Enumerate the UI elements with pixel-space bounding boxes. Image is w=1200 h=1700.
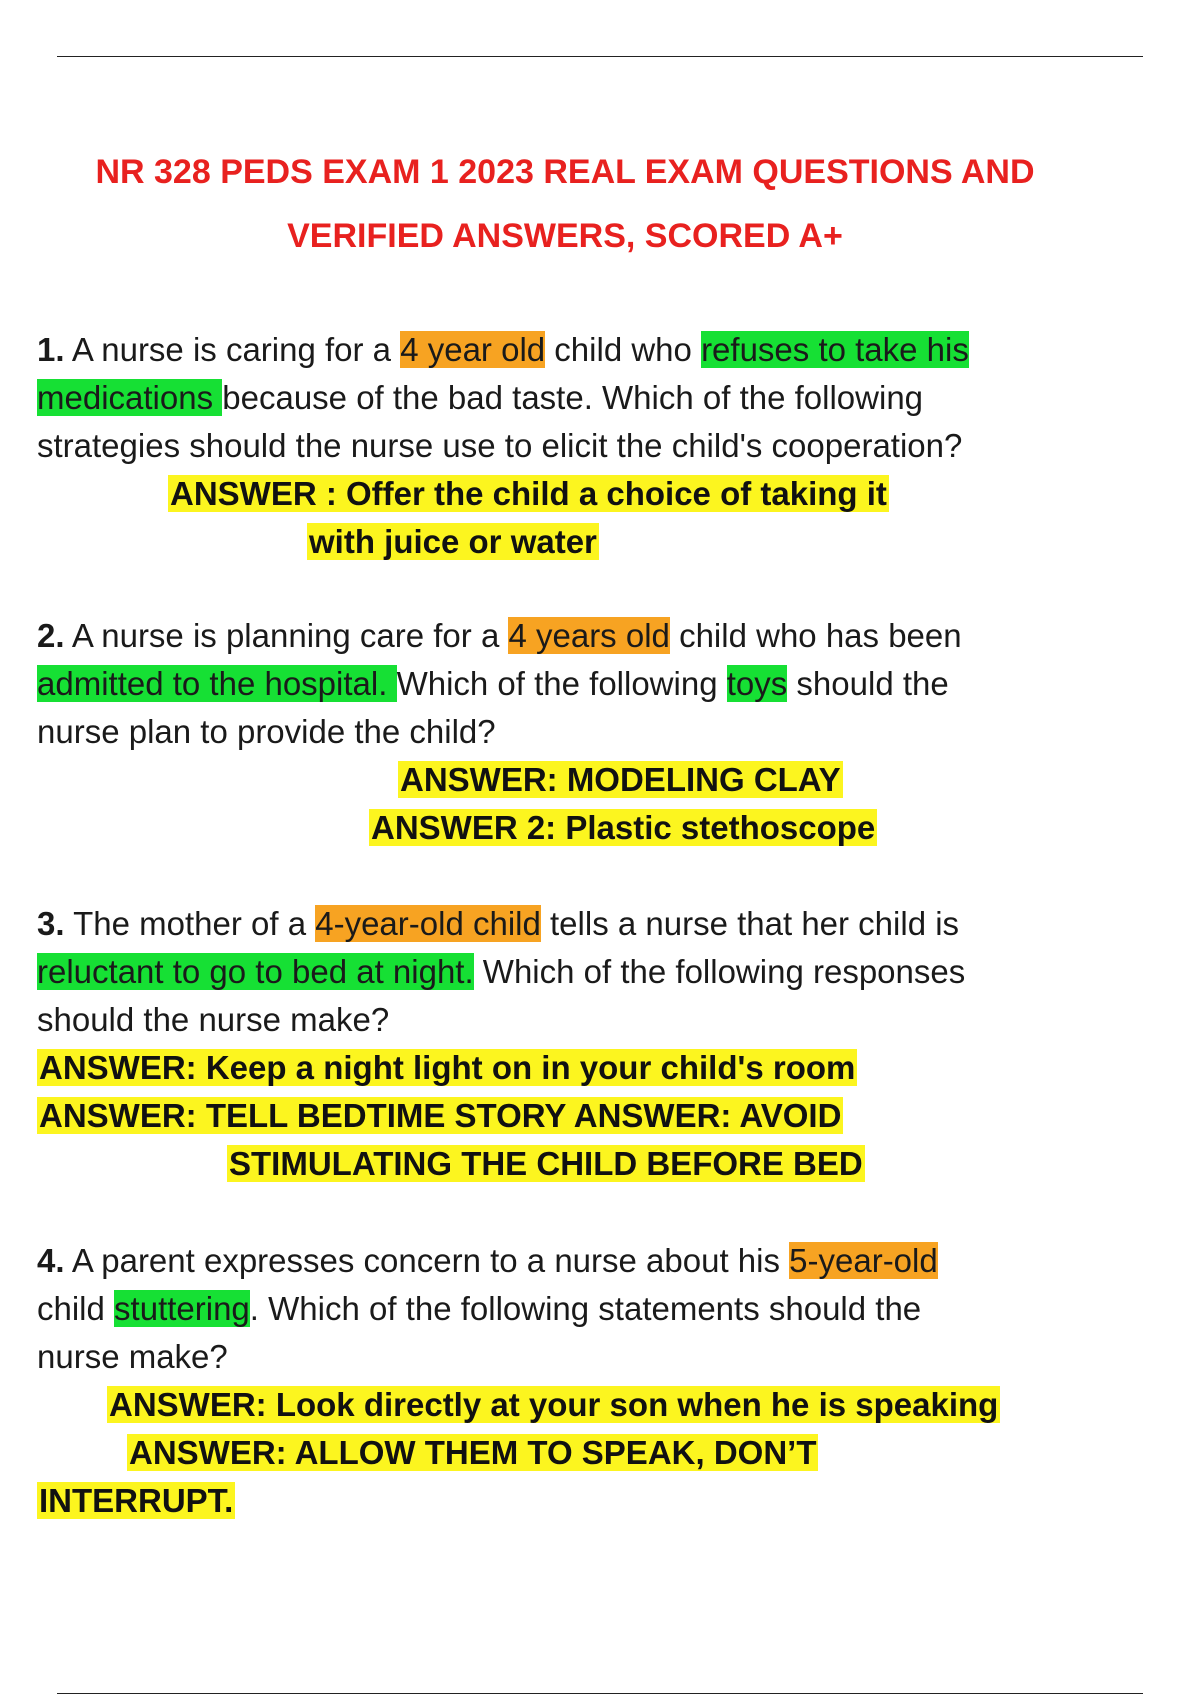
question-text-segment: should the: [787, 665, 949, 702]
top-divider: [57, 56, 1143, 57]
question-2: [37, 612, 1157, 852]
question-text-segment: A nurse is planning care for a: [64, 617, 509, 654]
answer-line: [37, 1140, 1157, 1188]
answer-line: [37, 756, 1157, 804]
highlight-keyword: toys: [726, 665, 788, 702]
highlight-keyword: stuttering: [114, 1290, 250, 1327]
question-number: 2.: [37, 617, 65, 654]
question-text: [37, 1237, 1157, 1381]
question-text-segment: should the nurse make?: [37, 1001, 390, 1038]
question-text-segment: child: [37, 1290, 115, 1327]
highlight-keyword: medications: [37, 379, 223, 416]
answer-text: ANSWER: Keep a night light on in your child's room: [39, 1049, 856, 1086]
highlight-age: 5-year-old: [789, 1242, 938, 1279]
answer-line: [37, 1092, 1157, 1140]
bottom-divider: [57, 1693, 1143, 1694]
question-number: 3.: [37, 905, 65, 942]
question-text-segment: A nurse is caring for a: [64, 331, 401, 368]
highlight-age: 4 year old: [400, 331, 546, 368]
question-text: [37, 612, 1157, 756]
highlight-keyword: admitted to the hospital.: [37, 665, 397, 702]
question-text-segment: because of the bad taste. Which of the following: [222, 379, 924, 416]
question-text-segment: child who has been: [669, 617, 962, 654]
title-line-2: VERIFIED ANSWERS, SCORED A+: [287, 217, 843, 255]
highlight-keyword: reluctant to go to bed at night.: [37, 953, 474, 990]
question-text-segment: strategies should the nurse use to elicit the child's cooperation?: [37, 427, 963, 464]
answer-text: ANSWER: MODELING CLAY: [400, 761, 841, 798]
answer-line: [37, 518, 1157, 566]
answer-text: with juice or water: [309, 523, 597, 560]
question-text-segment: tells a nurse that her child is: [540, 905, 960, 942]
question-text-segment: . Which of the following statements should the: [249, 1290, 922, 1327]
answer-text: STIMULATING THE CHILD BEFORE BED: [229, 1145, 863, 1182]
answer-text: ANSWER: ALLOW THEM TO SPEAK, DON’T: [129, 1434, 817, 1471]
question-1: [37, 326, 1157, 566]
answer-line: [37, 1477, 1157, 1525]
answer-text: ANSWER : Offer the child a choice of taking it: [170, 475, 887, 512]
answer-line: [37, 470, 1157, 518]
question-4: [37, 1237, 1157, 1525]
answer-text: ANSWER 2: Plastic stethoscope: [371, 809, 876, 846]
question-text-segment: nurse plan to provide the child?: [37, 713, 496, 750]
question-text-segment: Which of the following: [396, 665, 727, 702]
answer-text: ANSWER: Look directly at your son when he is speaking: [109, 1386, 999, 1423]
question-number: 1.: [37, 331, 65, 368]
question-text-segment: A parent expresses concern to a nurse about his: [64, 1242, 790, 1279]
question-3: [37, 900, 1157, 1188]
answer-line: [37, 804, 1157, 852]
highlight-age: 4 years old: [508, 617, 670, 654]
answer-text: INTERRUPT.: [39, 1482, 234, 1519]
question-text: [37, 900, 1157, 1044]
question-text-segment: The mother of a: [64, 905, 316, 942]
title-line-1: NR 328 PEDS EXAM 1 2023 REAL EXAM QUESTIONS AND: [95, 153, 1035, 191]
question-text-segment: Which of the following responses: [473, 953, 966, 990]
question-text-segment: nurse make?: [37, 1338, 228, 1375]
highlight-keyword: refuses to take his: [701, 331, 969, 368]
question-text-segment: child who: [545, 331, 702, 368]
question-number: 4.: [37, 1242, 65, 1279]
answer-line: [37, 1044, 1157, 1092]
answer-line: [37, 1429, 1157, 1477]
highlight-age: 4-year-old child: [315, 905, 541, 942]
answer-text: ANSWER: TELL BEDTIME STORY ANSWER: AVOID: [39, 1097, 842, 1134]
answer-line: [37, 1381, 1157, 1429]
document-title: [40, 140, 1090, 268]
question-text: [37, 326, 1157, 470]
